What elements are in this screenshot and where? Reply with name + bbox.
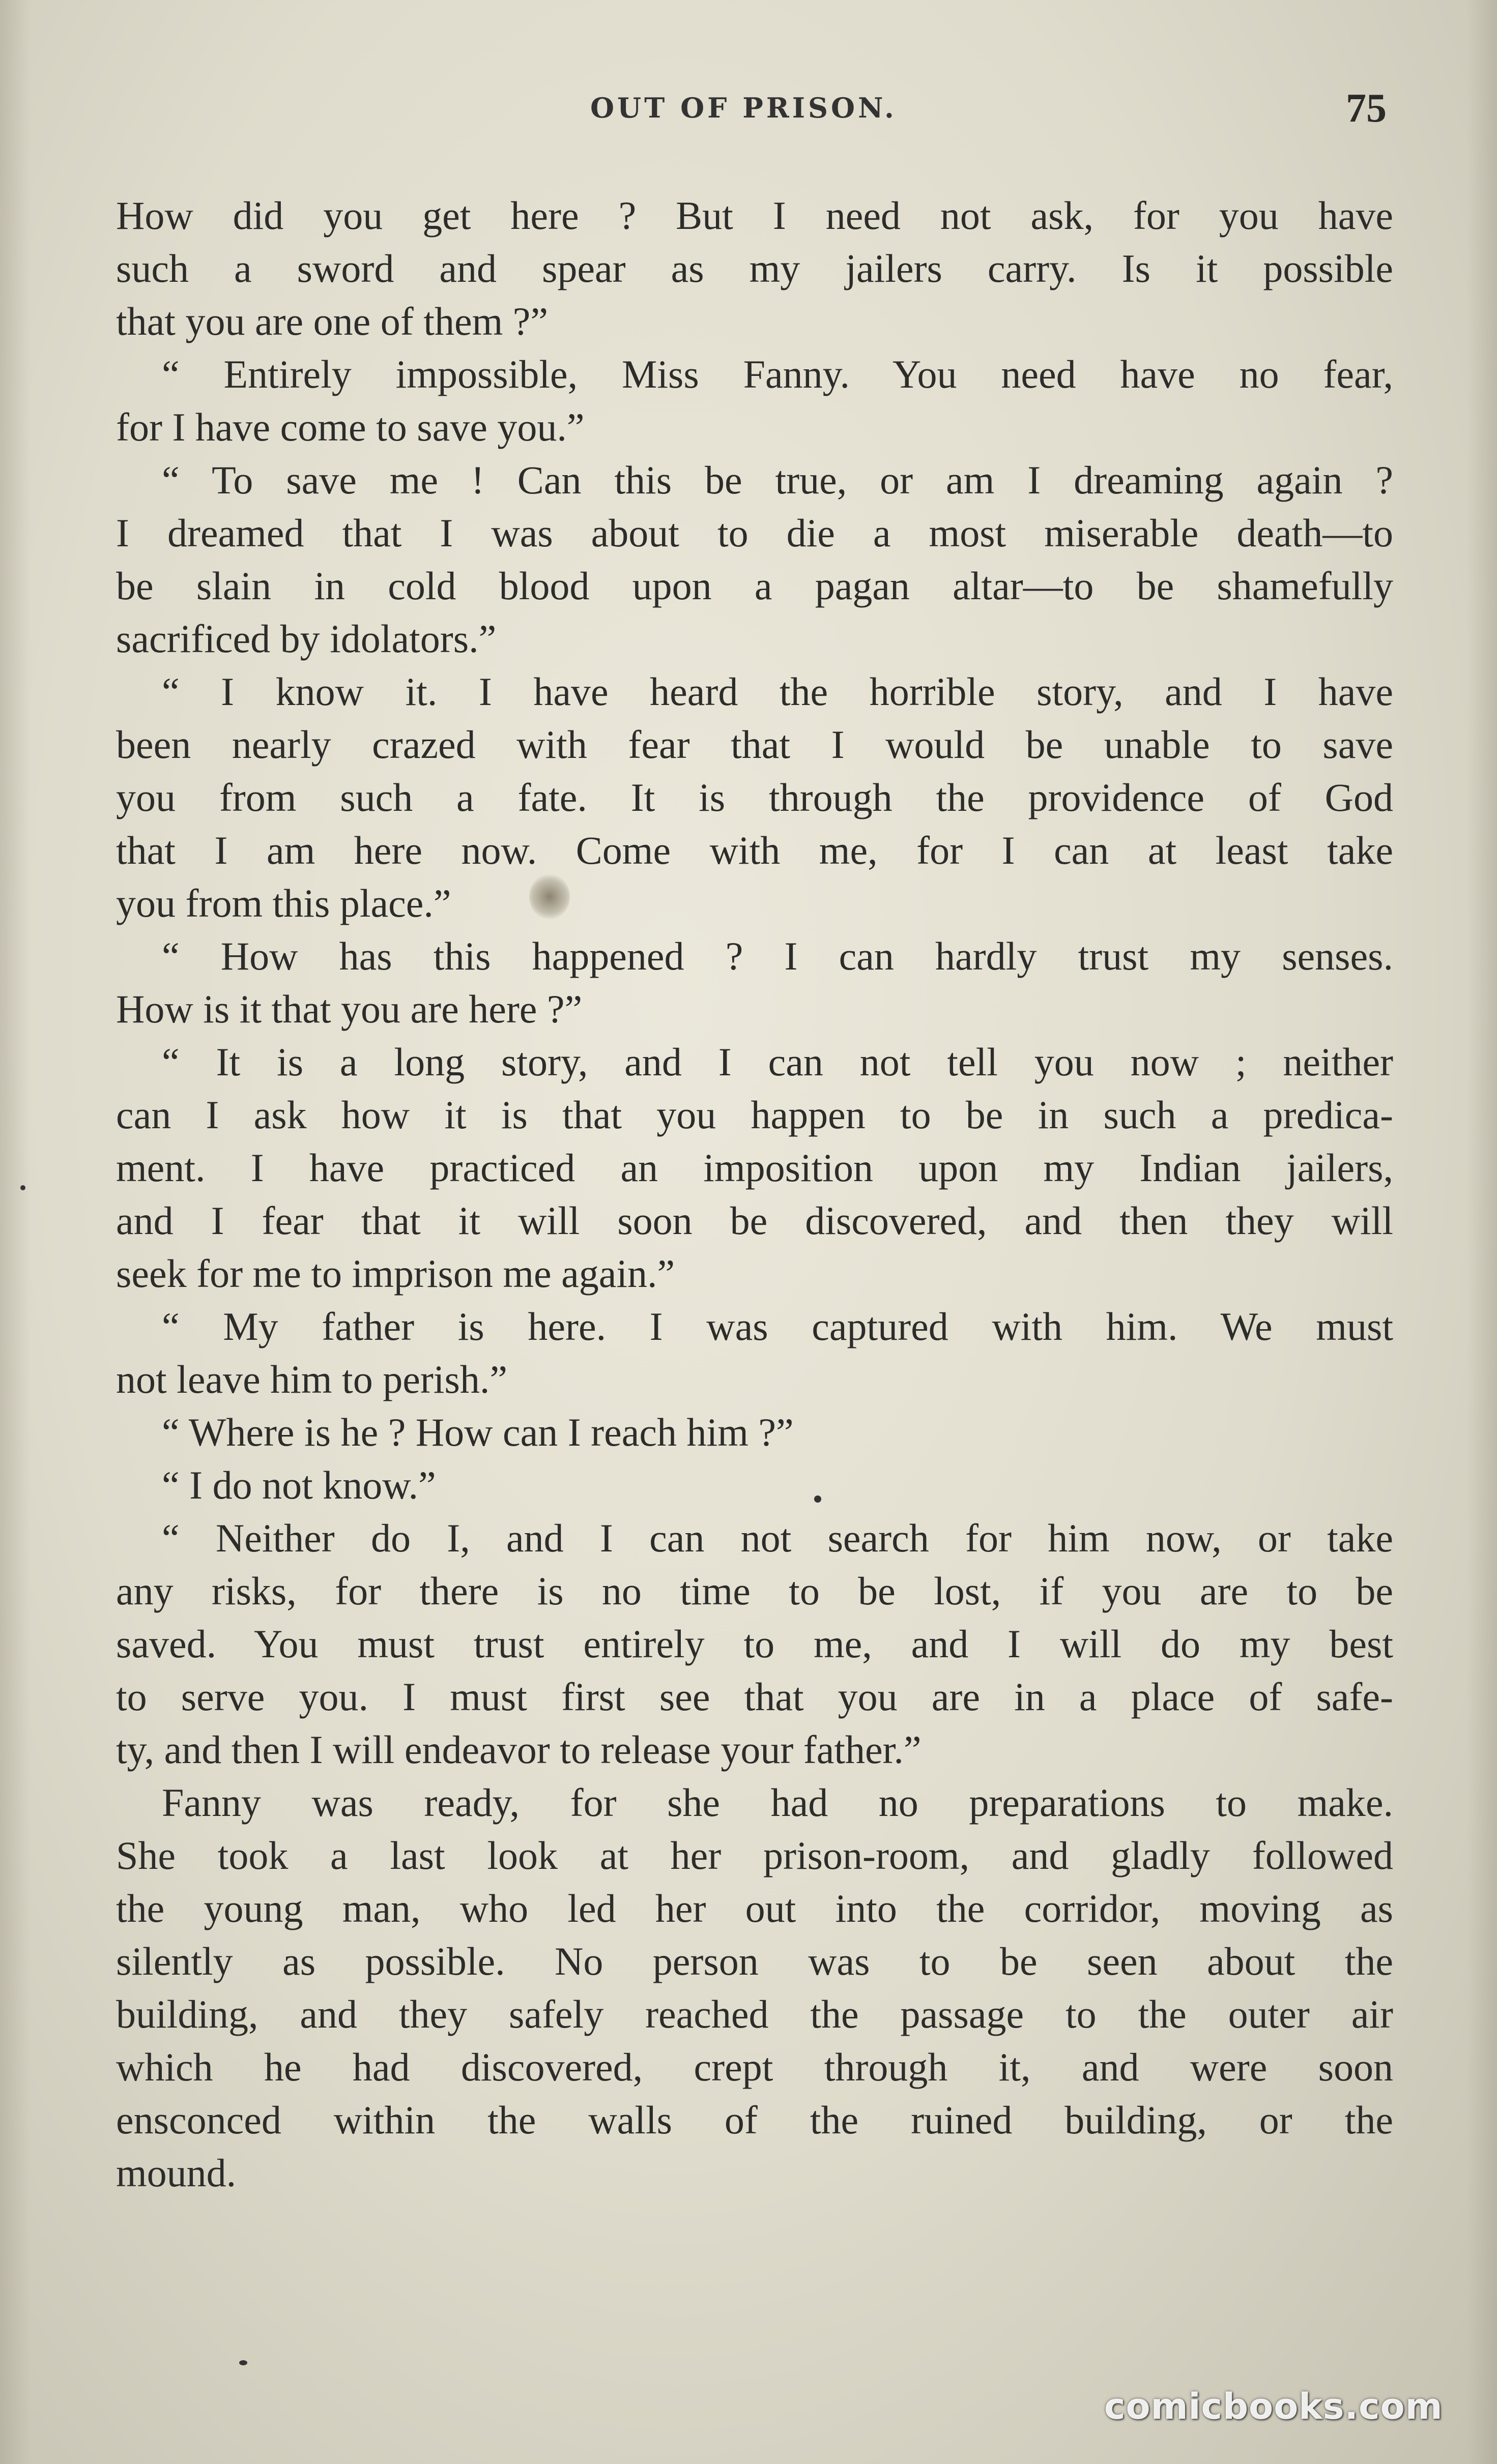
- text-line: you from such a fate. It is through the providence of God: [116, 775, 1393, 819]
- text-line: ensconced within the walls of the ruined building, or the: [116, 2098, 1393, 2142]
- text-line: “ I know it. I have heard the horrible story, and I have: [162, 669, 1393, 714]
- text-line: “ How has this happened ? I can hardly trust my senses.: [162, 934, 1393, 978]
- text-line: building, and they safely reached the passage to the outer air: [116, 1992, 1393, 2036]
- text-line: “ I do not know.”: [162, 1463, 436, 1507]
- text-line: ty, and then I will endeavor to release your father.”: [116, 1727, 922, 1772]
- text-line: “ My father is here. I was captured with him. We must: [162, 1304, 1393, 1348]
- text-line: Fanny was ready, for she had no preparations to make.: [162, 1780, 1393, 1825]
- body-text: [116, 189, 1393, 2199]
- text-line: and I fear that it will soon be discovered, and then they will: [116, 1198, 1393, 1243]
- ink-stain: [529, 874, 570, 920]
- text-line: How is it that you are here ?”: [116, 987, 583, 1031]
- right-edge-shadow: [1466, 0, 1497, 2464]
- speck: [20, 1185, 25, 1190]
- text-line: “ To save me ! Can this be true, or am I dreaming again ?: [162, 458, 1393, 502]
- text-line: mound.: [116, 2151, 237, 2195]
- text-line: ment. I have practiced an imposition upon my Indian jailers,: [116, 1146, 1393, 1190]
- text-line: sacrificed by idolators.”: [116, 617, 497, 661]
- text-line: “ Neither do I, and I can not search for him now, or take: [162, 1516, 1393, 1560]
- text-line: “ Entirely impossible, Miss Fanny. You need have no fear,: [162, 352, 1393, 396]
- watermark: comicbooks.com: [1104, 2386, 1443, 2427]
- text-line: which he had discovered, crept through it, and were soon: [116, 2045, 1393, 2089]
- text-line: not leave him to perish.”: [116, 1357, 507, 1401]
- text-line: silently as possible. No person was to be seen about the: [116, 1939, 1393, 1983]
- text-line: How did you get here ? But I need not ask, for you have: [116, 193, 1393, 238]
- text-line: you from this place.”: [116, 881, 451, 925]
- text-line: any risks, for there is no time to be lost, if you are to be: [116, 1569, 1393, 1613]
- text-line: can I ask how it is that you happen to be in such a predica-: [116, 1093, 1393, 1137]
- text-line: such a sword and spear as my jailers carry. Is it possible: [116, 246, 1393, 290]
- text-line: for I have come to save you.”: [116, 405, 585, 449]
- speck: [814, 1495, 821, 1503]
- text-line: that I am here now. Come with me, for I can at least take: [116, 828, 1393, 872]
- text-line: seek for me to imprison me again.”: [116, 1251, 675, 1296]
- text-line: been nearly crazed with fear that I would be unable to save: [116, 722, 1393, 767]
- text-line: the young man, who led her out into the corridor, moving as: [116, 1886, 1393, 1930]
- left-edge-shadow: [0, 0, 31, 2464]
- text-line: saved. You must trust entirely to me, and I will do my best: [116, 1622, 1393, 1666]
- text-line: I dreamed that I was about to die a most miserable death—to: [116, 511, 1393, 555]
- page-number: 75: [1346, 86, 1387, 131]
- text-line: that you are one of them ?”: [116, 299, 548, 343]
- running-head: OUT OF PRISON.: [590, 92, 897, 124]
- speck: [239, 2360, 247, 2365]
- text-line: She took a last look at her prison-room, and gladly followed: [116, 1833, 1393, 1878]
- text-line: “ It is a long story, and I can not tell you now ; neither: [162, 1040, 1393, 1084]
- text-line: to serve you. I must first see that you are in a place of safe-: [116, 1675, 1393, 1719]
- text-line: “ Where is he ? How can I reach him ?”: [162, 1410, 794, 1454]
- text-line: be slain in cold blood upon a pagan altar—to be shamefully: [116, 564, 1393, 608]
